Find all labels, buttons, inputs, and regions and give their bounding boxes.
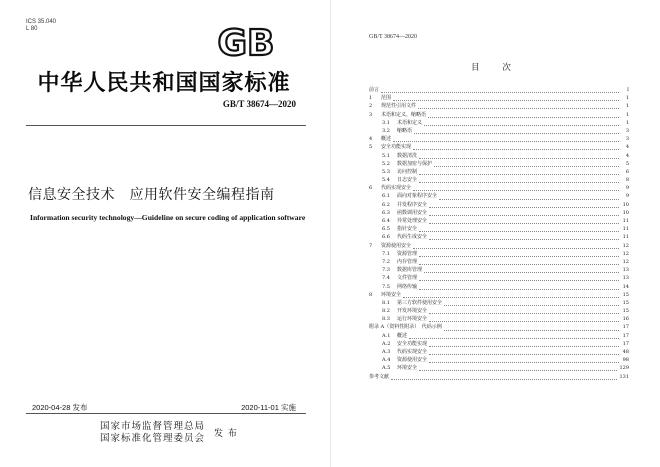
toc-entry-page: 15 [622, 308, 629, 315]
toc-entry[interactable] [369, 86, 629, 94]
publish-date: 2020-04-28 发布 [32, 403, 88, 412]
toc-entry[interactable] [369, 250, 629, 258]
toc-entry-page: 1 [625, 111, 629, 118]
toc-entry-number: 1 [369, 95, 373, 102]
toc-entry[interactable] [369, 119, 629, 127]
toc-dot-leader [429, 310, 619, 314]
toc-entry-label: 环境安全 [381, 291, 402, 298]
toc-entry-label: 函数调用安全 [397, 209, 428, 216]
toc-entry-page: 3 [625, 136, 629, 143]
toc-entry-number: 8.2 [382, 308, 390, 315]
toc-entry-page: 17 [622, 340, 629, 347]
toc-entry-number: 8 [369, 291, 373, 298]
toc-entry-label: 前言 [369, 87, 380, 93]
toc-entry[interactable] [369, 323, 629, 331]
toc-dot-leader [419, 179, 619, 183]
toc-entry-label: 参考文献 [369, 373, 390, 380]
toc-entry-page: I [627, 87, 629, 93]
publisher-line-1: 国家市场监督管理总局 [100, 421, 206, 432]
toc-entry-page: 13 [622, 267, 629, 274]
toc-entry-page: 48 [622, 349, 629, 355]
toc-entry-page: 15 [622, 299, 629, 306]
toc-entry-label: 并发程序安全 [397, 201, 428, 208]
toc-entry[interactable] [369, 225, 629, 233]
toc-entry-page: 10 [622, 209, 629, 216]
toc-entry-page: 9 [625, 185, 629, 192]
toc-entry-number: 3.2 [382, 127, 390, 134]
gb-logo-icon [216, 22, 276, 62]
toc-entry-number: 7 [369, 242, 373, 249]
toc-entry-number: 6.1 [382, 193, 390, 200]
toc-entry-label: 异常处理安全 [397, 218, 428, 224]
toc-entry[interactable] [369, 332, 629, 340]
top-divider [26, 125, 306, 126]
toc-entry-number: A.2 [382, 340, 391, 347]
toc-entry-label: 代码实现安全 [381, 185, 412, 192]
toc-dot-leader [429, 318, 619, 322]
toc-entry[interactable] [369, 94, 629, 102]
toc-entry-number: A.3 [382, 349, 391, 355]
toc-entry-label: 运行环境安全 [397, 316, 428, 323]
toc-dot-leader [391, 376, 617, 380]
toc-entry-page: 12 [622, 242, 629, 249]
toc-entry-label: 环境安全 [397, 365, 418, 372]
toc-entry-label: 附录 A（资料性附录） 代码示例 [369, 324, 442, 331]
toc-dot-leader [429, 343, 619, 347]
toc-entry-label: 数据库管理 [397, 267, 423, 274]
toc-entry[interactable] [369, 152, 629, 160]
ics-code: ICS 35.040 [26, 19, 57, 25]
toc-dot-leader [381, 89, 619, 93]
toc-entry-label: 网络传输 [397, 283, 418, 290]
toc-entry-number: 6.4 [382, 218, 390, 224]
toc-entry-label: 规范性引用文件 [381, 103, 417, 110]
toc-entry-page: 17 [622, 324, 629, 331]
toc-entry-number: 6 [369, 185, 373, 192]
standard-number: GB/T 38674—2020 [222, 99, 296, 109]
toc-entry-label: 内存管理 [397, 258, 418, 265]
toc-entry-label: 面向对象程序安全 [397, 193, 438, 200]
toc-entry-label: 代码生成安全 [397, 234, 428, 241]
toc-entry-label: 文件管理 [397, 275, 418, 282]
toc-entry-label: 缩略语 [397, 127, 413, 134]
toc-entry-number: 7.4 [382, 275, 390, 282]
toc-dot-leader [419, 261, 619, 265]
toc-entry-label: 数据加密与保护 [397, 160, 433, 167]
ccs-code: L 80 [26, 26, 38, 32]
toc-entry-page: 1 [625, 103, 629, 110]
toc-entry-number: 2 [369, 103, 373, 110]
toc-dot-leader [429, 351, 619, 355]
toc-entry-number: 5.4 [382, 177, 390, 184]
standard-title: 中华人民共和国国家标准 [37, 71, 291, 96]
toc-entry-page: 15 [622, 291, 629, 298]
toc-entry-page: 8 [625, 177, 629, 184]
toc-entry[interactable] [369, 135, 629, 143]
toc-entry[interactable] [369, 307, 629, 315]
toc-entry[interactable] [369, 209, 629, 217]
toc-entry-number: 6.3 [382, 209, 390, 216]
toc-entry[interactable] [369, 291, 629, 299]
toc-entry[interactable] [369, 184, 629, 192]
toc-dot-leader [424, 122, 619, 126]
publisher-line-2: 国家标准化管理委员会 [100, 433, 206, 444]
toc-dot-leader [444, 327, 619, 331]
toc-entry-page: 9 [625, 193, 629, 200]
toc-entry-page: 131 [619, 373, 629, 380]
toc-dot-leader [413, 146, 619, 150]
toc-entry-number: A.1 [382, 332, 391, 339]
toc-entry-page: 12 [622, 258, 629, 265]
toc-dot-leader [419, 277, 619, 281]
toc-dot-leader [419, 171, 619, 175]
toc-entry-label: 资源使用安全 [397, 357, 428, 364]
toc-entry[interactable] [369, 160, 629, 168]
toc-entry-label: 指针安全 [397, 226, 418, 233]
toc-dot-leader [419, 367, 617, 371]
classification-codes [26, 19, 56, 33]
toc-dot-leader [439, 196, 619, 200]
toc-dot-leader [444, 302, 619, 306]
toc-entry[interactable] [369, 373, 629, 381]
toc-entry-page: 13 [622, 275, 629, 282]
toc-entry[interactable] [369, 176, 629, 184]
page-header-number: GB/T 38674—2020 [369, 34, 418, 40]
toc-entry-number: 7.1 [382, 250, 390, 257]
toc-entry-page: 16 [622, 316, 629, 323]
toc-entry-number: 5.2 [382, 160, 390, 167]
publish-word: 发 布 [214, 429, 238, 439]
toc-entry-label: 代码实现安全 [397, 349, 428, 355]
toc-entry-number: 7.5 [382, 283, 390, 290]
toc-entry-number: 5.1 [382, 152, 390, 159]
toc-entry-label: 安全功能实现 [397, 340, 428, 347]
toc-entry[interactable] [369, 258, 629, 266]
toc-dot-leader [409, 335, 619, 339]
toc-entry-label: 概述 [397, 332, 408, 339]
toc-entry[interactable] [369, 217, 629, 225]
toc-entry-label: 范围 [381, 95, 392, 102]
toc-dot-leader [424, 269, 619, 273]
toc-entry[interactable] [369, 266, 629, 274]
toc-entry-label: 术语和定义、缩略语 [381, 111, 427, 118]
toc-entry-number: 7.3 [382, 267, 390, 274]
toc-dot-leader [414, 130, 619, 134]
toc-entry-page: 1 [625, 95, 629, 102]
toc-entry-label: 日志安全 [397, 177, 418, 184]
toc-dot-leader [428, 114, 619, 118]
toc-dot-leader [429, 204, 619, 208]
toc-dot-leader [429, 220, 619, 224]
toc-entry[interactable] [369, 299, 629, 307]
toc-entry[interactable] [369, 192, 629, 200]
toc-entry-label: 安全功能实现 [381, 144, 412, 151]
toc-entry-label: 第三方软件使用安全 [397, 299, 443, 306]
toc-dot-leader [429, 212, 619, 216]
toc-dot-leader [429, 236, 619, 240]
toc-entry-page: 10 [622, 201, 629, 208]
document-title-cn: 信息安全技术 应用软件安全编程指南 [28, 187, 275, 203]
toc-entry-page: 12 [622, 250, 629, 257]
bottom-divider [26, 413, 306, 414]
toc-entry-page: 129 [619, 365, 629, 372]
toc-entry[interactable] [369, 315, 629, 323]
toc-entry[interactable] [369, 340, 629, 348]
toc-entry-number: 7.2 [382, 258, 390, 265]
implement-date: 2020-11-01 实施 [241, 403, 296, 412]
toc-entry[interactable] [369, 356, 629, 364]
toc-dot-leader [393, 97, 619, 101]
toc-entry[interactable] [369, 348, 629, 356]
toc-entry-label: 资源使用安全 [381, 242, 412, 249]
toc-entry-label: 开发环境安全 [397, 308, 428, 315]
toc-entry-page: 6 [625, 168, 629, 175]
toc-dot-leader [419, 228, 619, 232]
toc-entry-number: 5 [369, 144, 373, 151]
toc-entry[interactable] [369, 143, 629, 151]
toc-entry-number: A.4 [382, 357, 391, 364]
toc-entry-page: 4 [625, 144, 629, 151]
toc-entry-label: 术语和定义 [397, 119, 423, 126]
toc-dot-leader [413, 245, 619, 249]
toc-entry[interactable] [369, 201, 629, 209]
toc-entry-page: 11 [622, 234, 629, 241]
toc-entry-page: 5 [625, 160, 629, 167]
toc-entry[interactable] [369, 233, 629, 241]
toc-entry[interactable] [369, 242, 629, 250]
toc-entry-label: 数据清洗 [397, 152, 418, 159]
toc-entry-number: 3.1 [382, 119, 390, 126]
toc-entry[interactable] [369, 102, 629, 110]
toc-entry[interactable] [369, 364, 629, 372]
toc-heading: 目 次 [471, 63, 521, 73]
toc-list [369, 86, 629, 381]
toc-entry-number: 5.3 [382, 168, 390, 175]
toc-entry[interactable] [369, 274, 629, 282]
toc-entry-page: 1 [625, 119, 629, 126]
publishers [100, 421, 205, 445]
toc-entry-page: 14 [622, 283, 629, 290]
toc-entry-page: 4 [625, 152, 629, 159]
toc-dot-leader [419, 253, 619, 257]
toc-dot-leader [419, 155, 619, 159]
toc-entry-page: 98 [622, 357, 629, 364]
toc-entry-page: 3 [625, 127, 629, 134]
toc-entry-label: 资源管理 [397, 250, 418, 257]
toc-dot-leader [393, 138, 619, 142]
toc-entry[interactable] [369, 111, 629, 119]
toc-entry-number: 8.1 [382, 299, 390, 306]
toc-entry[interactable] [369, 283, 629, 291]
toc-entry-number: A.5 [382, 365, 391, 372]
toc-entry-number: 8.3 [382, 316, 390, 323]
toc-entry-page: 17 [622, 332, 629, 339]
toc-entry-label: 访问控制 [397, 168, 418, 175]
toc-entry[interactable] [369, 127, 629, 135]
toc-dot-leader [413, 187, 619, 191]
gb-logo-text: GB [217, 23, 275, 62]
toc-dot-leader [429, 359, 619, 363]
toc-dot-leader [419, 286, 619, 290]
toc-entry-label: 概述 [381, 136, 392, 143]
toc-dot-leader [434, 163, 619, 167]
toc-entry-number: 4 [369, 136, 373, 143]
toc-entry-number: 6.5 [382, 226, 390, 233]
toc-entry-page: 11 [622, 226, 629, 233]
toc-entry[interactable] [369, 168, 629, 176]
document-title-en: Information security technology—Guideline on secure coding of application software [30, 213, 306, 222]
toc-entry-number: 6.2 [382, 201, 390, 208]
toc-dot-leader [418, 105, 619, 109]
toc-entry-number: 3 [369, 111, 373, 118]
toc-entry-number: 6.6 [382, 234, 390, 241]
toc-page [330, 0, 660, 467]
toc-dot-leader [403, 294, 619, 298]
toc-entry-page: 11 [622, 218, 629, 224]
